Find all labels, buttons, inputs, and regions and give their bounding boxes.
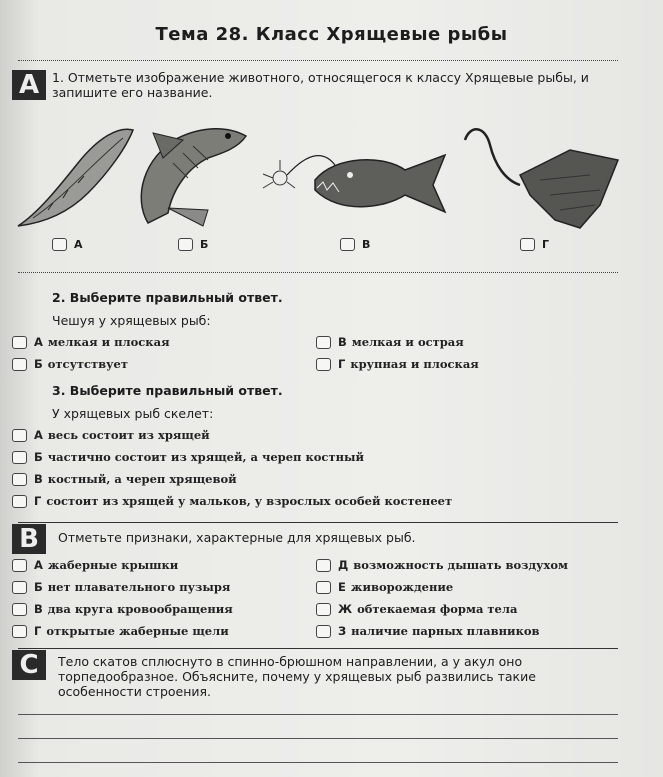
divider	[18, 272, 618, 273]
option-text: мелкая и плоская	[47, 335, 170, 349]
option-letter: Г	[34, 494, 42, 508]
option-letter: А	[34, 428, 43, 442]
option-text: отсутствует	[47, 357, 128, 371]
option-letter: А	[34, 335, 43, 349]
option-text: обтекаемая форма тела	[357, 602, 518, 616]
question-3-title: 3. Выберите правильный ответ.	[52, 383, 283, 398]
b-option-v[interactable]	[12, 602, 233, 616]
option-letter: З	[338, 624, 347, 638]
option-label: А	[74, 238, 83, 251]
section-c-badge: С	[12, 650, 46, 680]
option-text: наличие парных плавников	[351, 624, 540, 638]
question-1-text: 1. Отметьте изображение животного, относящегося к классу Хрящевые рыбы, и запишите его название.	[52, 70, 589, 100]
checkbox[interactable]	[316, 603, 331, 616]
answer-line[interactable]	[18, 714, 618, 715]
q3-option-v[interactable]	[12, 472, 237, 486]
option-letter: Д	[338, 558, 349, 572]
answer-line[interactable]	[18, 762, 618, 763]
question-2-prompt: Чешуя у хрящевых рыб:	[52, 313, 211, 328]
checkbox[interactable]	[316, 625, 331, 638]
checkbox[interactable]	[316, 358, 331, 371]
checkbox[interactable]	[316, 336, 331, 349]
checkbox[interactable]	[12, 473, 27, 486]
b-option-zh[interactable]	[316, 602, 517, 616]
b-option-d[interactable]	[316, 558, 568, 572]
option-text: живорождение	[350, 580, 454, 594]
option-letter: Б	[34, 580, 43, 594]
checkbox[interactable]	[12, 429, 27, 442]
lamprey-illustration	[8, 118, 138, 233]
option-text: открытые жаберные щели	[46, 624, 229, 638]
q3-option-a[interactable]	[12, 428, 210, 442]
divider	[18, 522, 618, 523]
option-text: крупная и плоская	[350, 357, 479, 371]
option-letter: Е	[338, 580, 346, 594]
q2-option-v[interactable]	[316, 335, 464, 349]
checkbox[interactable]	[12, 625, 27, 638]
b-option-z[interactable]	[316, 624, 540, 638]
b-option-g[interactable]	[12, 624, 229, 638]
checkbox[interactable]	[52, 238, 67, 251]
option-text: возможность дышать воздухом	[353, 558, 569, 572]
b-option-b[interactable]	[12, 580, 230, 594]
perch-illustration	[128, 118, 253, 228]
option-text: костный, а череп хрящевой	[47, 472, 237, 486]
option-text: весь состоит из хрящей	[47, 428, 210, 442]
checkbox[interactable]	[316, 581, 331, 594]
answer-line[interactable]	[18, 738, 618, 739]
q3-option-b[interactable]	[12, 450, 364, 464]
option-letter: В	[338, 335, 347, 349]
q2-option-a[interactable]	[12, 335, 170, 349]
option-letter: В	[34, 602, 43, 616]
b-option-a[interactable]	[12, 558, 178, 572]
option-text: состоит из хрящей у мальков, у взрослых особей костенеет	[46, 494, 453, 508]
checkbox[interactable]	[12, 451, 27, 464]
checkbox[interactable]	[340, 238, 355, 251]
checkbox[interactable]	[12, 358, 27, 371]
checkbox[interactable]	[12, 495, 27, 508]
option-text: два круга кровообращения	[47, 602, 233, 616]
stingray-illustration	[460, 120, 620, 230]
checkbox[interactable]	[316, 559, 331, 572]
checkbox[interactable]	[12, 336, 27, 349]
checkbox[interactable]	[12, 559, 27, 572]
option-text: мелкая и острая	[351, 335, 464, 349]
question-3-prompt: У хрящевых рыб скелет:	[52, 406, 214, 421]
option-letter: Б	[34, 450, 43, 464]
checkbox[interactable]	[178, 238, 193, 251]
option-label: Б	[200, 238, 209, 251]
q2-option-g[interactable]	[316, 357, 479, 371]
anglerfish-illustration	[255, 130, 455, 225]
option-letter: Г	[34, 624, 42, 638]
question-2-title: 2. Выберите правильный ответ.	[52, 290, 283, 305]
checkbox[interactable]	[12, 581, 27, 594]
option-text: частично состоит из хрящей, а череп костный	[47, 450, 365, 464]
option-letter: Б	[34, 357, 43, 371]
option-text: нет плавательного пузыря	[47, 580, 231, 594]
section-b-text: Отметьте признаки, характерные для хрящевых рыб.	[58, 530, 416, 545]
section-c-text: Тело скатов сплюснуто в спинно-брюшном направлении, а у акул оно торпедообразное. Объясните, почему у хрящевых рыб развились такие особенности строения.	[58, 654, 536, 699]
option-letter: А	[34, 558, 43, 572]
page-title: Тема 28. Класс Хрящевые рыбы	[155, 24, 508, 45]
b-option-e[interactable]	[316, 580, 453, 594]
option-letter: В	[34, 472, 43, 486]
image-option-g[interactable]	[520, 238, 549, 251]
image-option-a[interactable]	[52, 238, 83, 251]
image-option-b[interactable]	[178, 238, 208, 251]
checkbox[interactable]	[520, 238, 535, 251]
q3-option-g[interactable]	[12, 494, 452, 508]
option-text: жаберные крышки	[47, 558, 179, 572]
divider	[18, 648, 618, 649]
option-label: В	[362, 238, 371, 251]
option-label: Г	[542, 238, 550, 251]
q2-option-b[interactable]	[12, 357, 128, 371]
section-a-badge: А	[12, 70, 46, 100]
image-option-v[interactable]	[340, 238, 370, 251]
section-b-badge: В	[12, 524, 46, 554]
option-letter: Г	[338, 357, 346, 371]
checkbox[interactable]	[12, 603, 27, 616]
option-letter: Ж	[338, 602, 353, 616]
divider	[18, 60, 618, 61]
